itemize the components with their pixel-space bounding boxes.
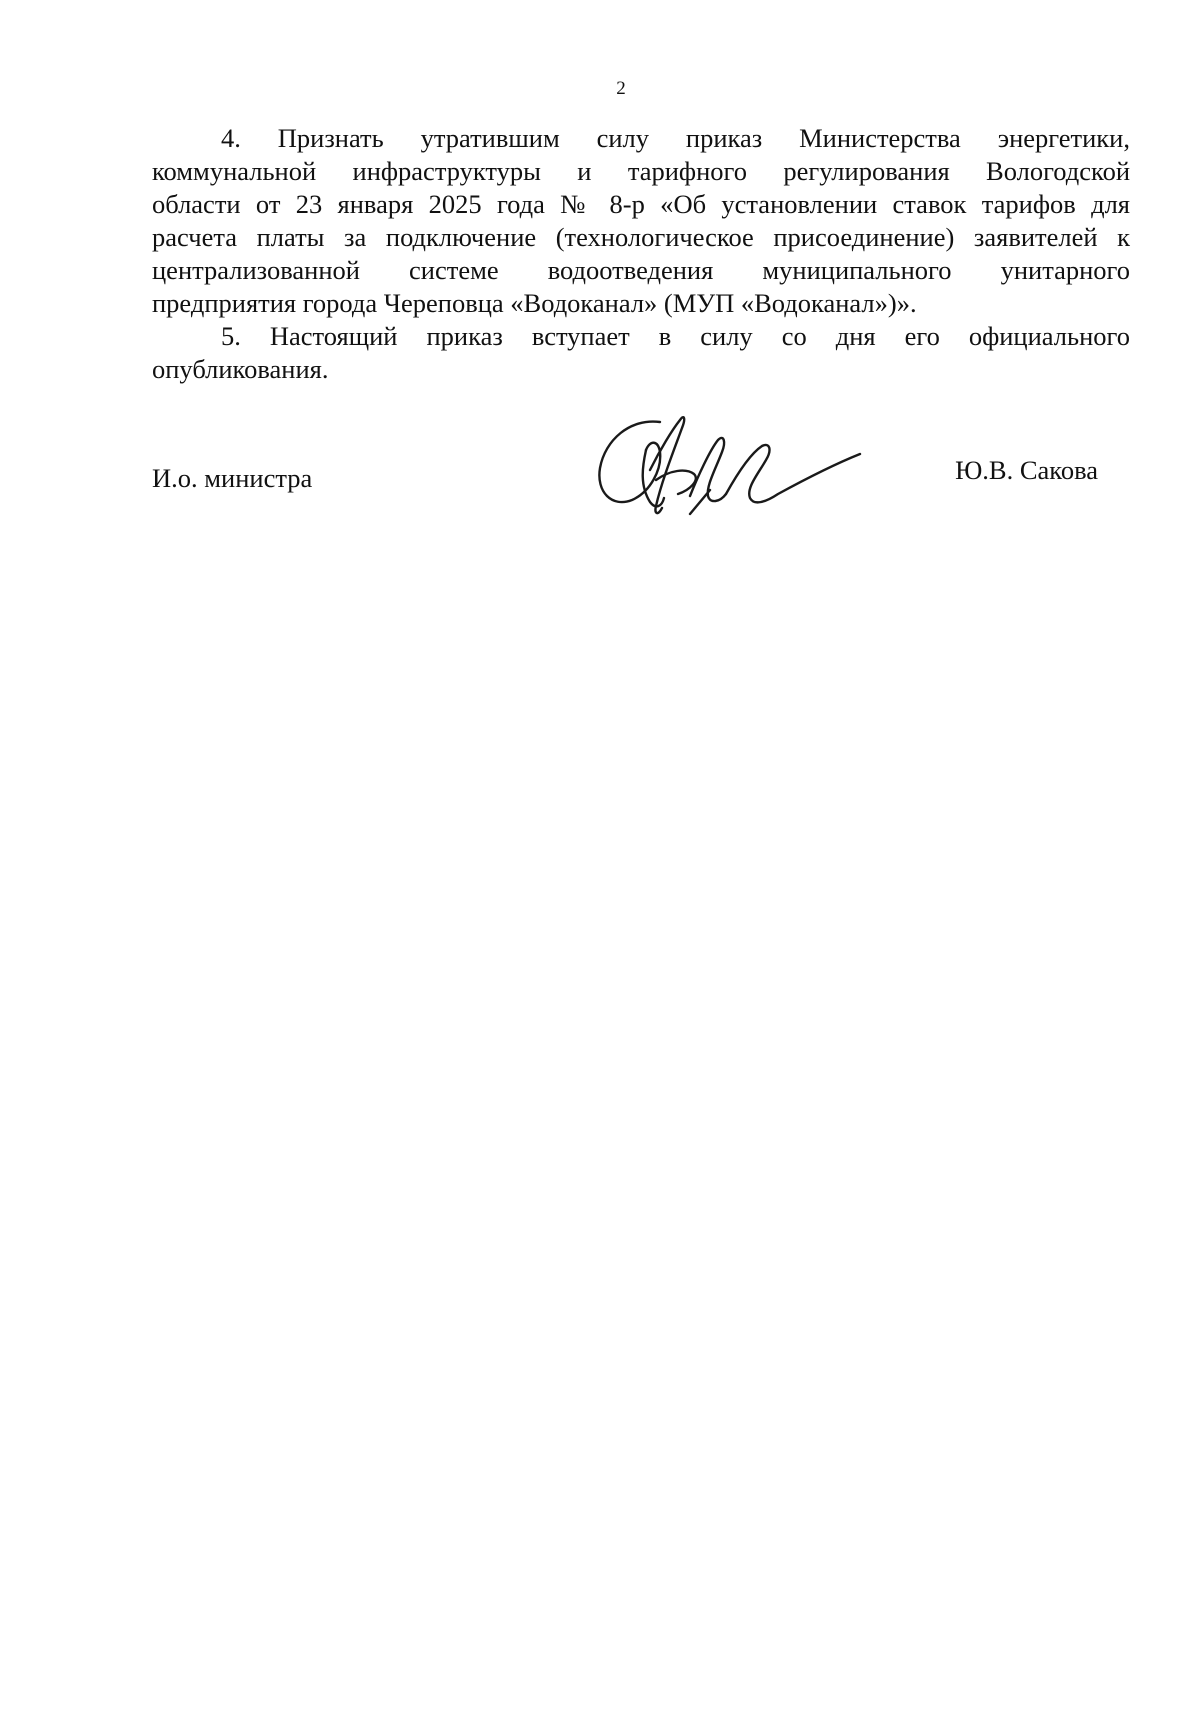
- paragraph-5-line: опубликования.: [152, 354, 329, 384]
- paragraph-4-line: коммунальной инфраструктуры и тарифного регулирования Вологодской: [152, 156, 1130, 186]
- signer-role: И.о. министра: [152, 463, 313, 493]
- document-body: [152, 122, 1130, 386]
- paragraph-5: [152, 320, 1130, 386]
- paragraph-4-line: централизованной системе водоотведения муниципального унитарного: [152, 255, 1130, 285]
- page-number: 2: [616, 78, 626, 99]
- paragraph-5-line: 5. Настоящий приказ вступает в силу со дня его официального: [221, 321, 1130, 351]
- signature-block: [152, 410, 1130, 520]
- paragraph-4-line: области от 23 января 2025 года № 8-р «Об установлении ставок тарифов для: [152, 189, 1130, 219]
- paragraph-4-line: предприятия города Череповца «Водоканал» (МУП «Водоканал»)».: [152, 288, 917, 318]
- paragraph-4-line: расчета платы за подключение (технологическое присоединение) заявителей к: [152, 222, 1130, 252]
- paragraph-4: [152, 122, 1130, 320]
- paragraph-4-line: 4. Признать утратившим силу приказ Министерства энергетики,: [221, 123, 1130, 153]
- signer-name: Ю.В. Сакова: [955, 455, 1098, 485]
- handwritten-signature: [590, 410, 870, 520]
